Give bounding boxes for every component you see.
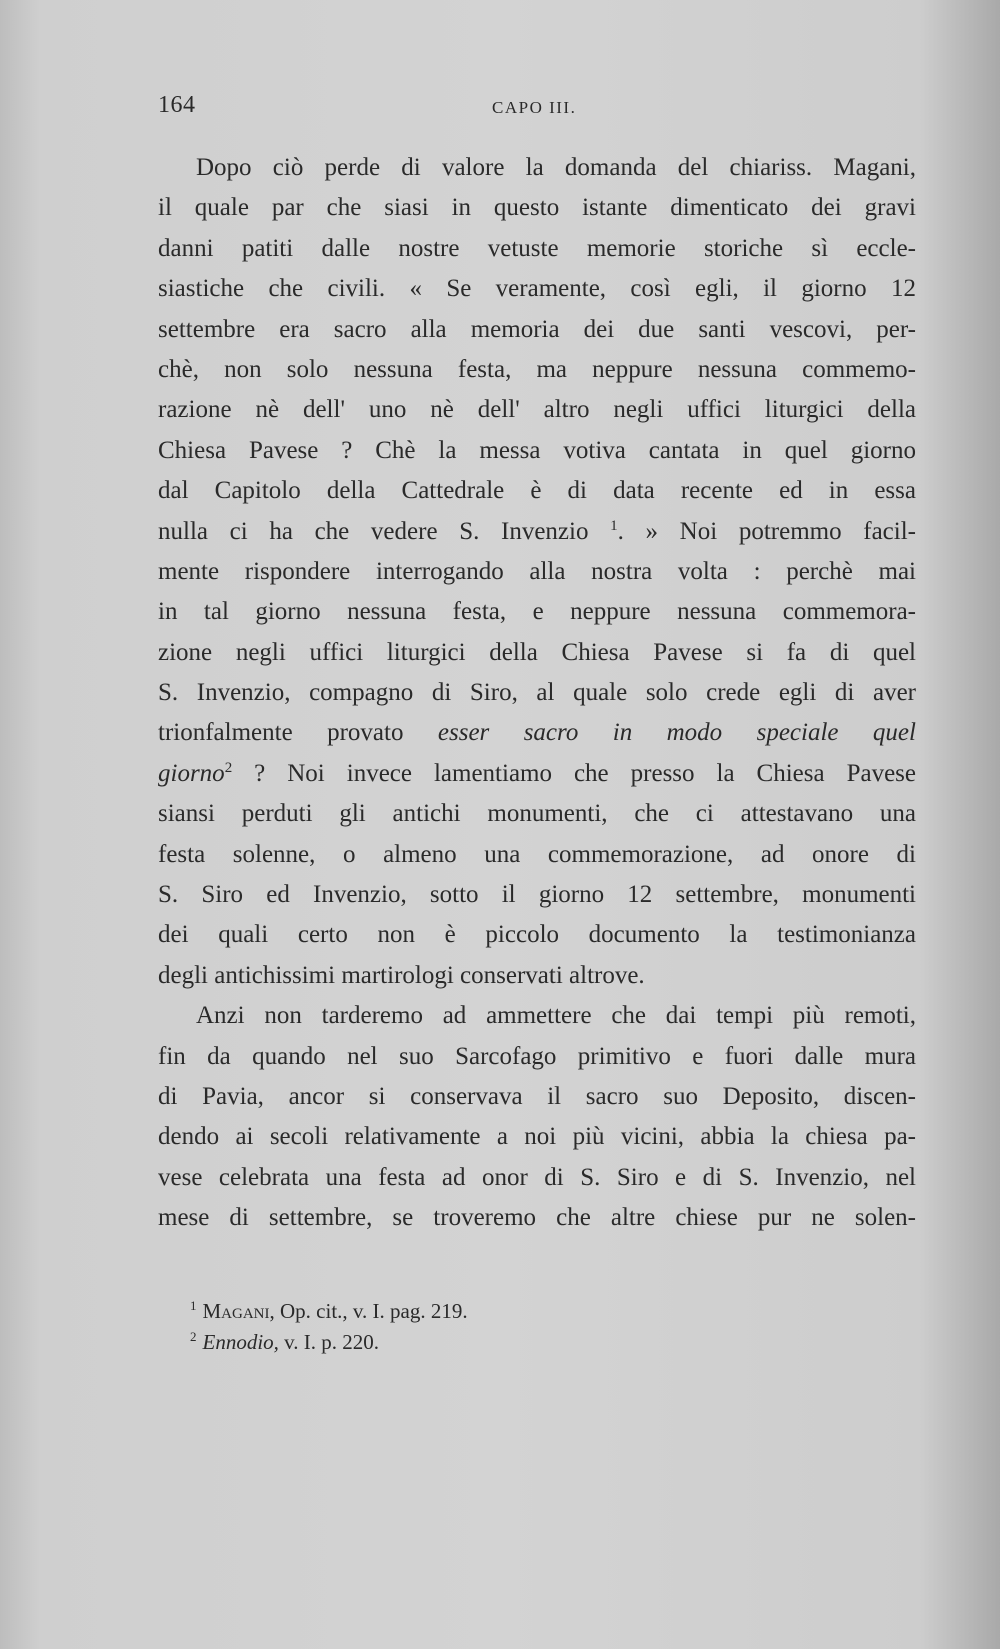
text-line: festa solenne, o almeno una commemorazione, ad onore di: [158, 840, 916, 868]
text-line: danni patiti dalle nostre vetuste memorie storiche sì eccle-: [158, 234, 916, 262]
footnote: [190, 1327, 750, 1358]
text-line: dendo ai secoli relativamente a noi più vicini, abbia la chiesa pa-: [158, 1123, 916, 1151]
text-line: razione nè dell' uno nè dell' altro negli uffici liturgici della: [158, 396, 916, 424]
text-line: [158, 754, 916, 794]
text-line: S. Invenzio, compagno di Siro, al quale solo crede egli di aver: [158, 679, 916, 707]
line-text: . » Noi potremmo facil-: [617, 517, 916, 545]
text-line: di Pavia, ancor si conservava il sacro suo Deposito, discen-: [158, 1082, 916, 1110]
line-text: trionfalmente provato: [158, 719, 438, 747]
text-line: mese di settembre, se troveremo che altre chiese pur ne solen-: [158, 1204, 916, 1232]
italic-text: esser sacro in modo speciale quel: [437, 719, 916, 747]
text-line: S. Siro ed Invenzio, sotto il giorno 12 settembre, monumenti: [158, 881, 916, 909]
text-line: [158, 713, 916, 753]
running-head: CAPO III.: [492, 98, 577, 117]
footnote-mark: 2: [190, 1329, 197, 1344]
page-header: [158, 92, 916, 128]
text-line: in tal giorno nessuna festa, e neppure nessuna commemora-: [158, 598, 916, 626]
text-line: Anzi non tarderemo ad ammettere che dai tempi più remoti,: [196, 1002, 916, 1030]
text-line: Chiesa Pavese ? Chè la messa votiva cantata in quel giorno: [158, 436, 916, 464]
text-line: siastiche che civili. « Se veramente, così egli, il giorno 12: [158, 275, 916, 303]
footnote-author: Magani,: [202, 1299, 275, 1323]
text-line: fin da quando nel suo Sarcofago primitivo e fuori dalle mura: [158, 1042, 916, 1070]
line-text: ? Noi invece lamentiamo che presso la Chiesa Pavese: [232, 759, 916, 787]
text-line: dal Capitolo della Cattedrale è di data recente ed in essa: [158, 477, 916, 505]
footnote-mark: 1: [190, 1298, 197, 1313]
text-line: mente rispondere interrogando alla nostra volta : perchè mai: [158, 557, 916, 585]
text-line: il quale par che siasi in questo istante dimenticato dei gravi: [158, 194, 916, 222]
main-text: [158, 148, 916, 1239]
text-line: settembre era sacro alla memoria dei due santi vescovi, per-: [158, 315, 916, 343]
text-line: degli antichissimi martirologi conservati altrove.: [158, 961, 645, 989]
footnote: [190, 1296, 750, 1327]
footnote-ref: 1: [610, 517, 618, 534]
text-line: dei quali certo non è piccolo documento la testimonianza: [158, 921, 916, 949]
footnote-text: v. I. p. 220.: [278, 1330, 380, 1354]
text-line: siansi perduti gli antichi monumenti, che ci attestavano una: [158, 800, 916, 828]
footnote-text: Op. cit., v. I. pag. 219.: [274, 1299, 468, 1323]
text-line: [158, 512, 916, 552]
line-text: nulla ci ha che vedere S. Invenzio: [158, 517, 611, 545]
text-line: Dopo ciò perde di valore la domanda del chiariss. Magani,: [196, 154, 916, 181]
text-line: vese celebrata una festa ad onor di S. Siro e di S. Invenzio, nel: [158, 1163, 916, 1191]
text-line: chè, non solo nessuna festa, ma neppure nessuna commemo-: [158, 355, 916, 383]
footnote-ref: 2: [224, 759, 233, 776]
page-number: 164: [158, 92, 196, 118]
footnote-author: Ennodio,: [202, 1330, 279, 1354]
footnotes: [190, 1296, 750, 1358]
text-line: zione negli uffici liturgici della Chiesa Pavese si fa di quel: [158, 638, 916, 666]
italic-text: giorno: [158, 759, 225, 787]
